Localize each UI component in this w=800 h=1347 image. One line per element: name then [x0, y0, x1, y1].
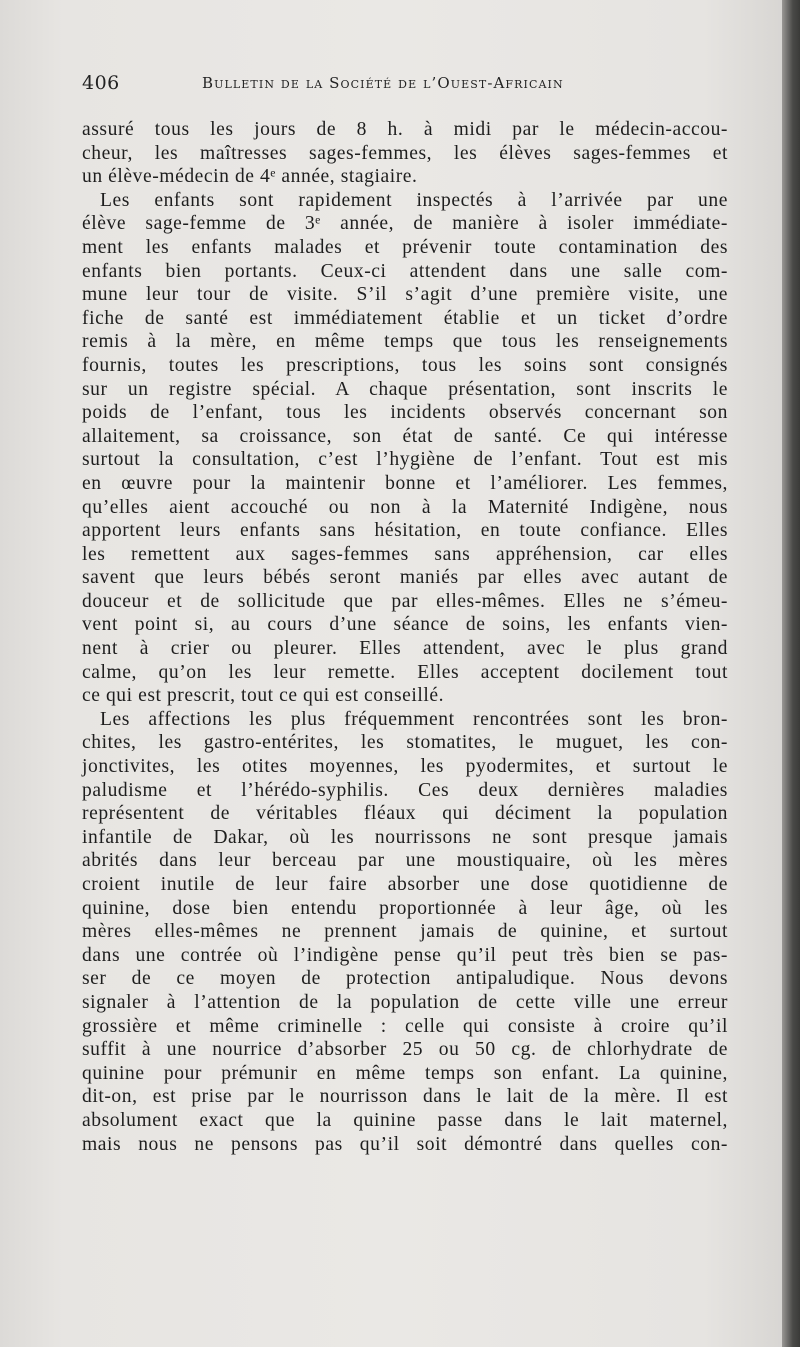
text-line: signaler à l’attention de la population de cette ville une erreur: [82, 991, 728, 1013]
text-line: mune leur tour de visite. S’il s’agit d’une première visite, une: [82, 284, 728, 306]
text-line: abrités dans leur berceau par une moustiquaire, où les mères: [82, 850, 728, 872]
text-line: ment les enfants malades et prévenir toute contamination des: [82, 236, 728, 258]
text-line: en œuvre pour la maintenir bonne et l’améliorer. Les femmes,: [82, 472, 728, 494]
text-line: grossière et même criminelle : celle qui consiste à croire qu’il: [82, 1015, 728, 1037]
text-line: ce qui est prescrit, tout ce qui est conseillé.: [82, 685, 445, 707]
text-line: élève sage-femme de 3ᵉ année, de manière à isoler immédiate-: [82, 213, 728, 235]
text-line: vent point si, au cours d’une séance de soins, les enfants vien-: [82, 614, 728, 636]
text-line: quinine, dose bien entendu proportionnée à leur âge, où les: [82, 897, 728, 919]
text-line: apportent leurs enfants sans hésitation, en toute confiance. Elles: [82, 520, 728, 542]
text-line: enfants bien portants. Ceux-ci attendent dans une salle com-: [82, 260, 728, 282]
text-line: dans une contrée où l’indigène pense qu’il peut très bien se pas-: [82, 944, 728, 966]
text-line: paludisme et l’hérédo-syphilis. Ces deux dernières maladies: [82, 779, 728, 801]
text-line: un élève-médecin de 4ᵉ année, stagiaire.: [82, 166, 418, 188]
text-line: savent que leurs bébés seront maniés par elles avec autant de: [82, 567, 728, 589]
text-line: infantile de Dakar, où les nourrissons ne sont presque jamais: [82, 826, 728, 848]
text-line: assuré tous les jours de 8 h. à midi par le médecin-accou-: [82, 119, 728, 140]
text-line: douceur et de sollicitude que par elles-mêmes. Elles ne s’émeu-: [82, 590, 728, 612]
text-line: absolument exact que la quinine passe dans le lait maternel,: [82, 1109, 728, 1131]
text-line: cheur, les maîtresses sages-femmes, les élèves sages-femmes et: [82, 142, 728, 164]
text-line: quinine pour prémunir en même temps son enfant. La quinine,: [82, 1062, 728, 1084]
text-line: sur un registre spécial. A chaque présentation, sont inscrits le: [82, 378, 728, 400]
text-line: représentent de véritables fléaux qui déciment la population: [82, 803, 728, 825]
text-line: poids de l’enfant, tous les incidents observés concernant son: [82, 402, 728, 424]
text-line: qu’elles aient accouché ou non à la Maternité Indigène, nous: [82, 496, 728, 518]
page-number: 406: [82, 72, 120, 94]
page-edge-shadow: [782, 0, 800, 1347]
text-line: fournis, toutes les prescriptions, tous les soins sont consignés: [82, 354, 728, 376]
text-line: calme, qu’on les leur remette. Elles acceptent docilement tout: [82, 661, 728, 683]
text-line: Les affections les plus fréquemment rencontrées sont les bron-: [100, 708, 728, 730]
text-line: allaitement, sa croissance, son état de santé. Ce qui intéresse: [82, 425, 728, 447]
text-line: surtout la consultation, c’est l’hygiène de l’enfant. Tout est mis: [82, 449, 728, 471]
text-line: chites, les gastro-entérites, les stomatites, le muguet, les con-: [82, 732, 728, 754]
text-line: dit-on, est prise par le nourrisson dans le lait de la mère. Il est: [82, 1086, 728, 1108]
text-line: ser de ce moyen de protection antipaludique. Nous devons: [82, 968, 728, 990]
text-line: fiche de santé est immédiatement établie et un ticket d’ordre: [82, 307, 728, 329]
text-line: nent à crier ou pleurer. Elles attendent, avec le plus grand: [82, 638, 728, 660]
text-line: remis à la mère, en même temps que tous les renseignements: [82, 331, 728, 353]
text-line: suffit à une nourrice d’absorber 25 ou 50 cg. de chlorhydrate de: [82, 1039, 728, 1061]
text-line: les remettent aux sages-femmes sans appréhension, car elles: [82, 543, 728, 565]
body-text: [82, 118, 728, 1156]
text-line: mais nous ne pensons pas qu’il soit démontré dans quelles con-: [82, 1133, 728, 1155]
page-header: [82, 72, 722, 100]
text-line: croient inutile de leur faire absorber une dose quotidienne de: [82, 874, 728, 895]
text-line: jonctivites, les otites moyennes, les pyodermites, et surtout le: [82, 756, 728, 778]
text-line: mères elles-mêmes ne prennent jamais de quinine, et surtout: [82, 921, 728, 943]
text-line: Les enfants sont rapidement inspectés à l’arrivée par une: [100, 189, 728, 211]
running-title: Bulletin de la Société de l’Ouest-Africain: [202, 74, 564, 92]
